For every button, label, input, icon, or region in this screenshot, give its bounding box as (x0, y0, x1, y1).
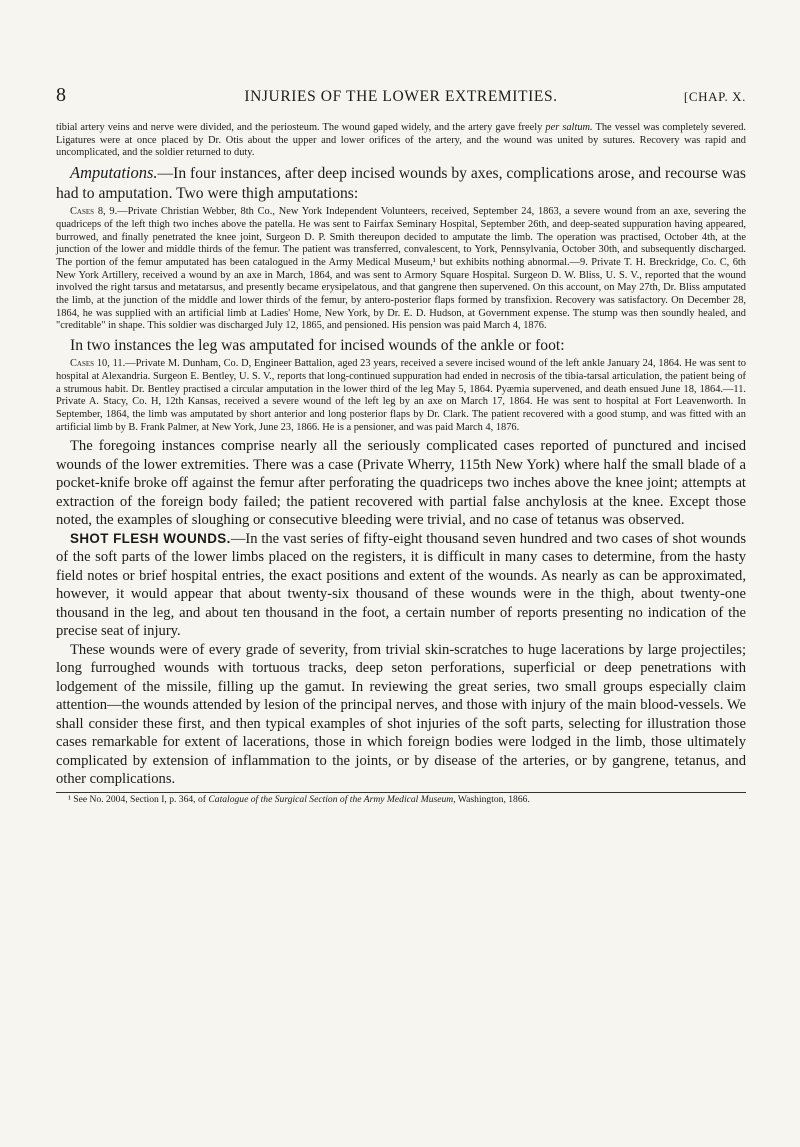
intro-text: tibial artery veins and nerve were divided, and the periosteum. The wound gaped widely, and the artery gave freely (56, 122, 546, 133)
cases-10-11-lead: Cases 10, 11. (70, 358, 126, 370)
intro-paragraph (56, 122, 746, 160)
cases-8-9-body: —Private Christian Webber, 8th Co., New York Independent Volunteers, received, September 24, 1863, a severe wound from an axe, severing the quadriceps of the left thigh two inches above the patella. He was sent to Fairfax Seminary Hospital, September 26th, and deep-seated suppuration having appeared, burrowed, and finally penetrated the knee joint, Surgeon D. P. Smith thereupon decided to amputate the limb. The operation was practised, October 4th, at the junction of the lower and middle thirds of the femur. The patient was transferred, convalescent, to York, Pennsylvania, October 30th, and subsequently discharged. The portion of the femur amputated has been catalogued in the Army Medical Museum,¹ but exhibits nothing abnormal.—9. Private T. H. Breckridge, Co. C, 6th New York Artillery, received a wound by an axe in March, 1864, and was sent to Armory Square Hospital. Surgeon D. W. Bliss, U. S. V., reported that the wound involved the right tarsus and metatarsus, and presently became erysipelatous, and that gangrene then supervened. On this account, on May 27th, Dr. Bliss amputated the limb, at the junction of the middle and lower thirds of the femur, by antero-posterior flaps formed by transfixion. Recovery was satisfactory. On December 28, 1864, he was supplied with an artificial limb at Ladies' Home, New York, by Dr. E. D. Hudson, at Government expense. The stump was then soundly healed, and "creditable" in shape. This soldier was discharged July 12, 1865, and pensioned. His pension was paid March 4, 1876. (56, 206, 746, 332)
running-title: INJURIES OF THE LOWER EXTREMITIES. (244, 88, 558, 105)
footnote-text-end: Washington, 1866. (455, 793, 530, 805)
foregoing-paragraph: The foregoing instances comprise nearly all the seriously complicated cases reported of punctured and incised wounds of the lower extremities. There was a case (Private Wherry, 115th New York) where half the small blade of a pocket-knife broke off against the femur after perforating the quadriceps two inches above the knee joint; attempts at extraction of the foreign body failed; the patient recovered with partial false anchylosis at the knee. Except those noted, the examples of sloughing or consecutive bleeding were trivial, and no case of tetanus was observed. (56, 438, 746, 529)
running-header (56, 84, 746, 110)
footnote-text: ¹ See No. 2004, Section I, p. 364, of (68, 793, 209, 805)
cases-8-9-paragraph (56, 206, 746, 333)
intro-italic: per saltum. (545, 122, 593, 133)
amputations-title: Amputations. (70, 163, 158, 183)
footnote (56, 794, 746, 806)
page-number: 8 (56, 84, 67, 106)
footnote-italic: Catalogue of the Surgical Section of the Army Medical Museum, (208, 793, 456, 805)
ankle-heading: In two instances the leg was amputated for incised wounds of the ankle or foot: (70, 337, 565, 355)
intro-text-end: The vessel was completely severed. Ligatures were at once placed by Dr. Otis about the upper and lower orifices of the artery, and the wound was united by sutures. Recovery was rapid and uncomplicated, and the soldier returned to duty. (56, 122, 746, 159)
chapter-label: [CHAP. X. (683, 89, 746, 104)
cases-10-11-paragraph (56, 358, 746, 434)
page-body (56, 122, 746, 806)
cases-10-11-body: —Private M. Dunham, Co. D, Engineer Battalion, aged 23 years, received a severe incised wound of the left ankle January 24, 1864. He was sent to hospital at Alexandria. Surgeon E. Bentley, U. S. V., reports that long-continued suppuration had ended in necrosis of the tibia-tarsal articulation, the patient being of a strumous habit. Dr. Bentley practised a circular amputation in the lower third of the leg May 5, 1864. Pyæmia supervened, and death ensued June 18, 1864.—11. Private A. Stacy, Co. H, 12th Kansas, received a severe wound of the left leg by an axe on March 17, 1864. He was sent to hospital at Fort Leavenworth. In September, 1864, the limb was amputated by short anterior and long posterior flaps by Dr. Clark. The patient recovered with a good stump, and was fitted with an artificial limb by B. Frank Palmer, at New York, June 23, 1866. He is a pensioner, and was paid March 4, 1876. (56, 358, 746, 433)
shot-wounds-body: —In the vast series of fifty-eight thousand seven hundred and two cases of shot wounds of the soft parts of the lower limbs placed on the registers, it is difficult in many cases to determine, from the hasty field notes or brief hospital entries, the exact positions and extent of the wounds. As nearly as can be approximated, however, it would appear that about twenty-six thousand of these wounds were in the thigh, about twenty-one thousand in the leg, and about ten thousand in the foot, a certain number of reports presenting no indication of the precise seat of injury. (56, 530, 747, 640)
footnote-rule (56, 792, 746, 793)
shot-wounds-heading: SHOT FLESH WOUNDS. (70, 530, 231, 546)
amputations-paragraph (56, 163, 746, 204)
cases-8-9-lead: Cases 8, 9. (70, 206, 118, 218)
amputations-body: —In four instances, after deep incised wounds by axes, complications arose, and recourse was had to amputation. Two were thigh amputations: (56, 165, 746, 203)
these-wounds-paragraph: These wounds were of every grade of severity, from trivial skin-scratches to huge lacerations by large projectiles; long furroughed wounds with tortuous tracks, deep seton perforations, superficial or deep penetrations with lodgement of the missile, filling up the gamut. In reviewing the great series, two small groups especially claim attention—the wounds attended by lesion of the principal nerves, and those with injury of the main blood-vessels. We shall consider these first, and then typical examples of shot injuries of the soft parts, selecting for illustration those cases remarkable for extent of lacerations, those in which foreign bodies were lodged in the limb, those ultimately complicated by extension of inflammation to the joints, or by disease of the arteries, or by gangrene, tetanus, and other complications. (56, 641, 746, 788)
shot-wounds-paragraph (56, 530, 746, 641)
